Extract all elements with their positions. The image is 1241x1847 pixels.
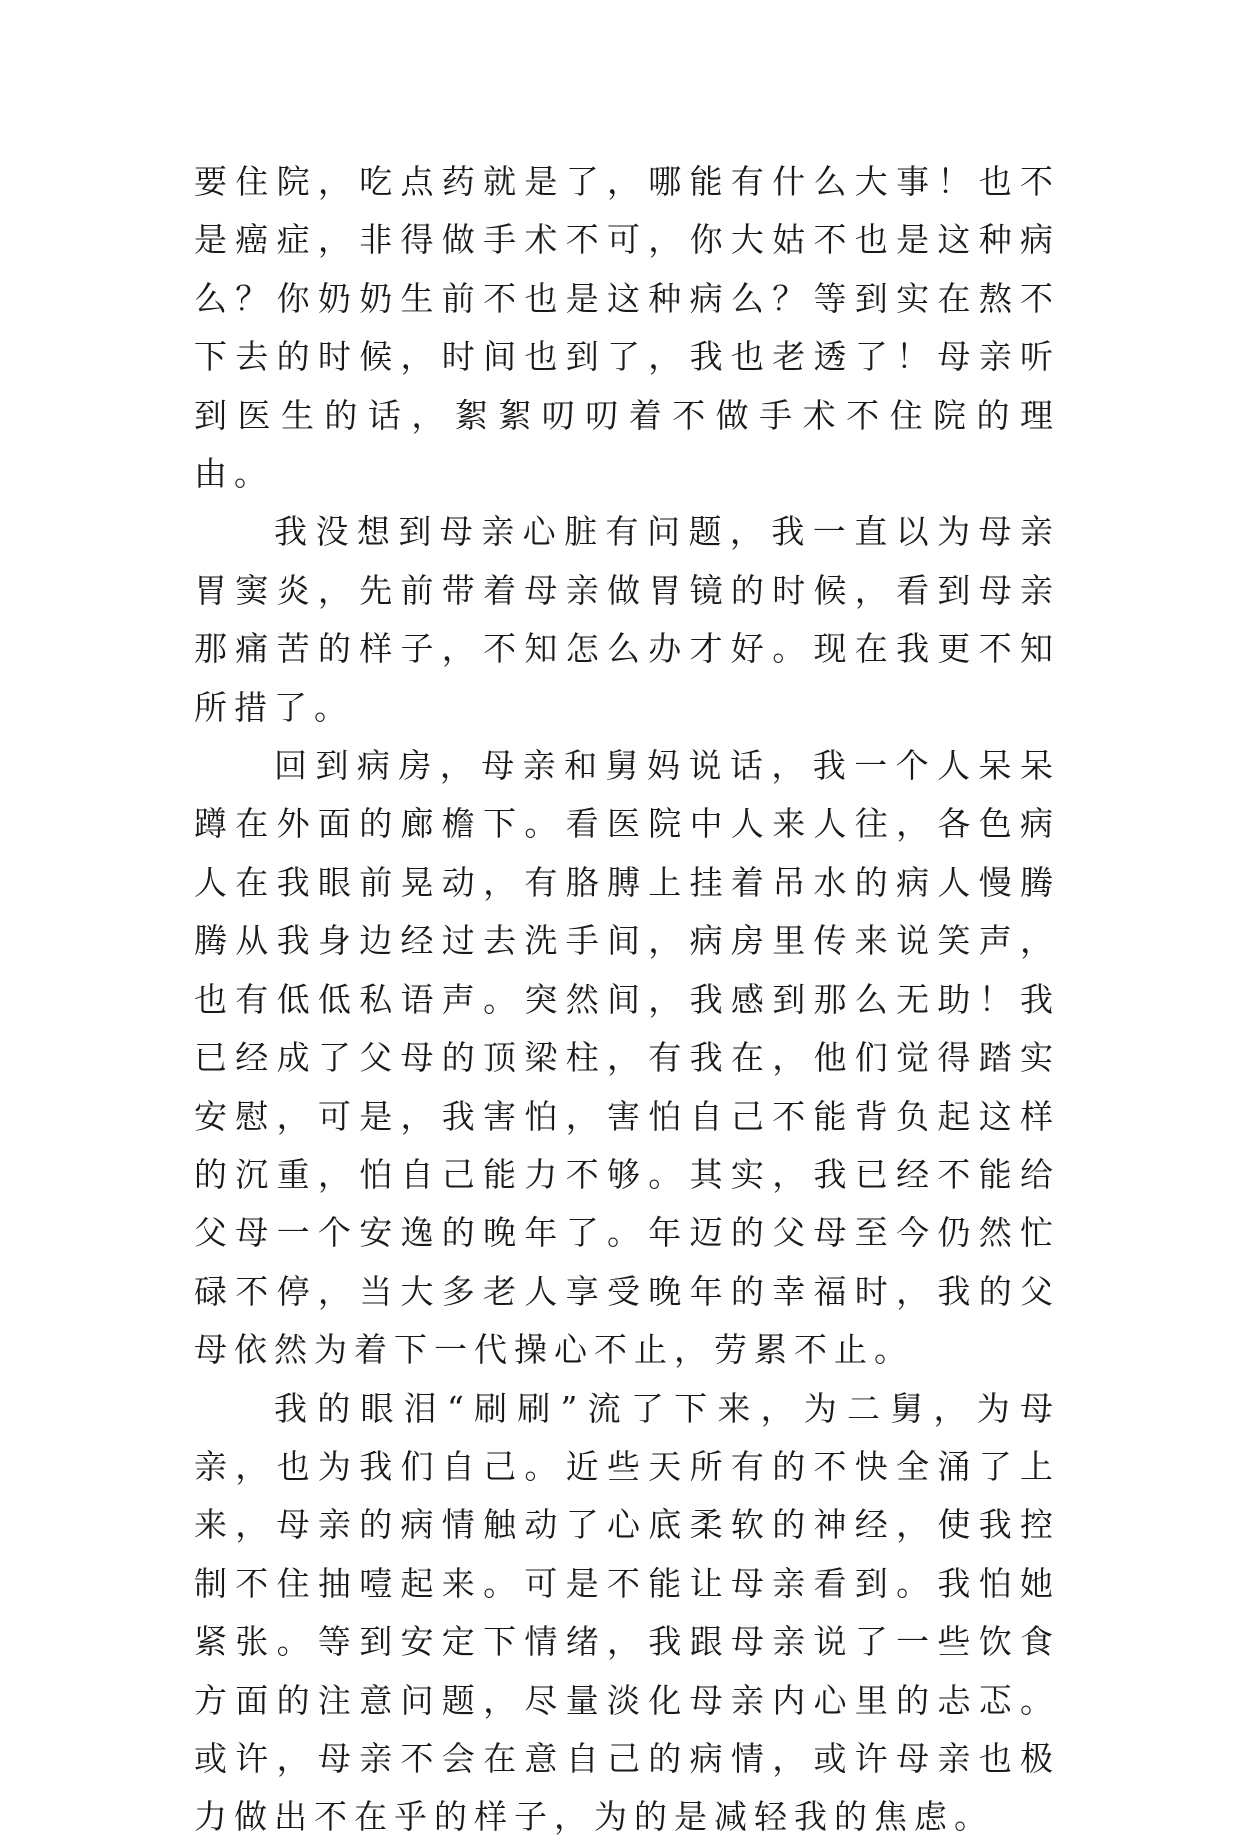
paragraph-2: 我没想到母亲心脏有问题，我一直以为母亲胃窦炎，先前带着母亲做胃镜的时候，看到母亲那痛苦的样子，不知怎么办才好。现在我更不知所措了。 [194, 512, 1060, 727]
paragraph-1: 要住院，吃点药就是了，哪能有什么大事！也不是癌症，非得做手术不可，你大姑不也是这种病么？你奶奶生前不也是这种病么？等到实在熬不下去的时候，时间也到了，我也老透了！母亲听到医生的话，絮絮叨叨着不做手术不住院的理由。 [194, 162, 1060, 494]
paragraph-3: 回到病房，母亲和舅妈说话，我一个人呆呆蹲在外面的廊檐下。看医院中人来人往，各色病人在我眼前晃动，有胳膊上挂着吊水的病人慢腾腾从我身边经过去洗手间，病房里传来说笑声，也有低低私语声。突然间，我感到那么无助！我已经成了父母的顶梁柱，有我在，他们觉得踏实安慰，可是，我害怕，害怕自己不能背负起这样的沉重，怕自己能力不够。其实，我已经不能给父母一个安逸的晚年了。年迈的父母至今仍然忙碌不停，当大多老人享受晚年的幸福时，我的父母依然为着下一代操心不止，劳累不止。 [194, 746, 1060, 1370]
paragraph-4: 我的眼泪“刷刷”流了下来，为二舅，为母亲，也为我们自己。近些天所有的不快全涌了上来，母亲的病情触动了心底柔软的神经，使我控制不住抽噎起来。可是不能让母亲看到。我怕她紧张。等到安定下情绪，我跟母亲说了一些饮食方面的注意问题，尽量淡化母亲内心里的忐忑。或许，母亲不会在意自己的病情，或许母亲也极力做出不在乎的样子，为的是减轻我的焦虑。 [194, 1388, 1060, 1837]
document-body [194, 153, 1060, 1847]
